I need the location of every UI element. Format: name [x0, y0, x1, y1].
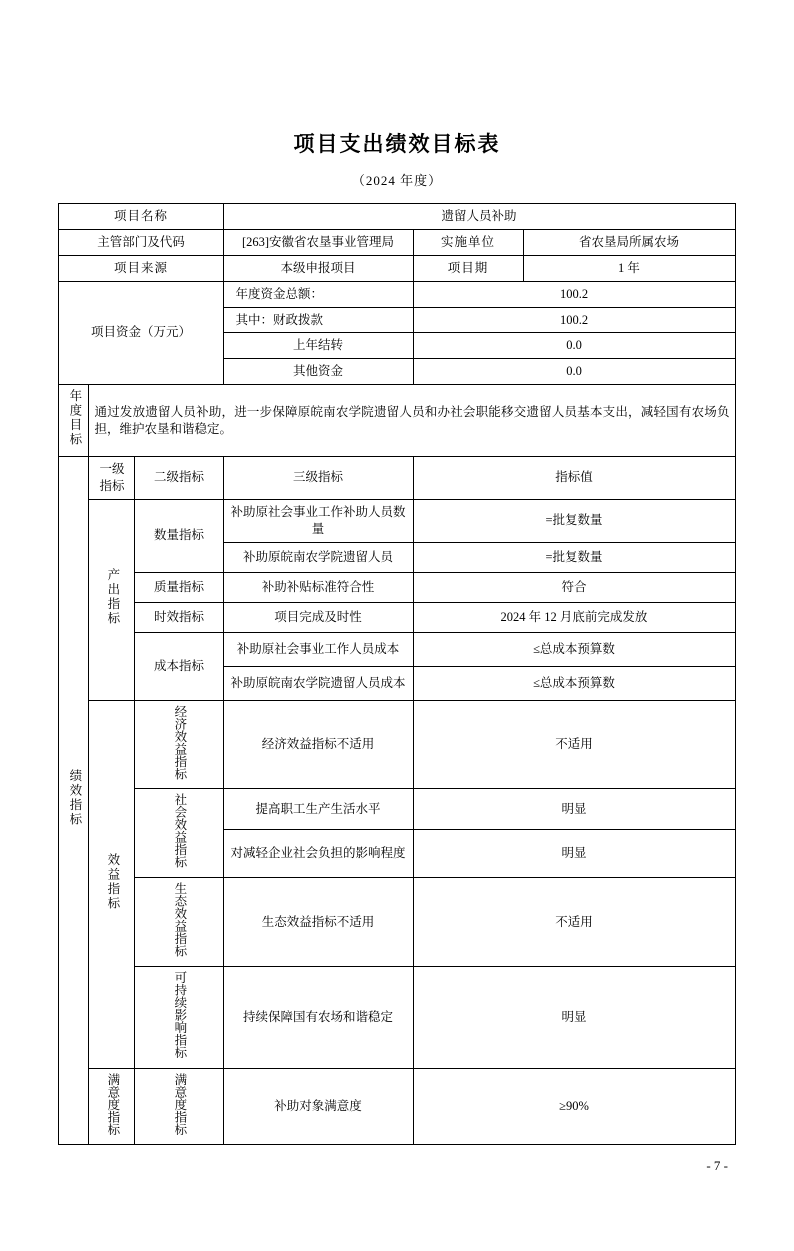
table-row-indicator-header	[59, 457, 735, 500]
level2-economic: 经济效益指标	[135, 700, 223, 789]
annual-goal-label: 年度目标	[59, 385, 89, 457]
project-name-label: 项目名称	[59, 204, 223, 230]
level2-cost: 成本指标	[135, 632, 223, 700]
indicator-value: 明显	[413, 829, 735, 878]
annual-goal-text: 通过发放遗留人员补助，进一步保障原皖南农学院遗留人员和办社会职能移交遗留人员基本支出，减轻国有农场负担，维护农垦和谐稳定。	[89, 385, 735, 457]
page-title: 项目支出绩效目标表	[293, 133, 501, 156]
level3-indicator: 补助原社会事业工作补助人员数量	[223, 499, 413, 542]
indicator-value: =批复数量	[413, 499, 735, 542]
indicator-value: ≥90%	[413, 1068, 735, 1144]
implement-unit-label: 实施单位	[413, 229, 523, 255]
indicator-value: 2024 年 12 月底前完成发放	[413, 602, 735, 632]
implement-unit-value: 省农垦局所属农场	[523, 229, 735, 255]
table-row-department	[59, 229, 735, 255]
indicator-value: ≤总成本预算数	[413, 666, 735, 700]
level2-quality: 质量指标	[135, 572, 223, 602]
funds-row-value-0: 100.2	[413, 281, 735, 307]
col-header-value: 指标值	[413, 457, 735, 500]
performance-target-table	[58, 203, 735, 1145]
level3-indicator: 提高职工生产生活水平	[223, 789, 413, 829]
col-header-level1: 一级指标	[89, 457, 135, 500]
funds-row-value-3: 0.0	[413, 359, 735, 385]
col-header-level3: 三级指标	[223, 457, 413, 500]
table-row-indicator	[59, 967, 735, 1068]
level3-indicator: 经济效益指标不适用	[223, 700, 413, 789]
level3-indicator: 对减轻企业社会负担的影响程度	[223, 829, 413, 878]
department-value: [263]安徽省农垦事业管理局	[223, 229, 413, 255]
level3-indicator: 补助原皖南农学院遗留人员	[223, 542, 413, 572]
level1-satisfaction: 满意度指标	[89, 1068, 135, 1144]
level2-satisfaction: 满意度指标	[135, 1068, 223, 1144]
table-row-project-name	[59, 204, 735, 230]
funds-row-label-2: 上年结转	[223, 333, 413, 359]
table-row-funds-total	[59, 281, 735, 307]
funds-row-value-1: 100.2	[413, 307, 735, 333]
department-label: 主管部门及代码	[59, 229, 223, 255]
funds-row-label-1: 其中：财政拨款	[223, 307, 413, 333]
indicator-value: 明显	[413, 789, 735, 829]
period-value: 1 年	[523, 255, 735, 281]
table-row-annual-goal	[59, 385, 735, 457]
funds-row-label-0: 年度资金总额：	[223, 281, 413, 307]
level3-indicator: 补助对象满意度	[223, 1068, 413, 1144]
level1-benefit: 效益指标	[89, 700, 135, 1068]
level2-quantity: 数量指标	[135, 499, 223, 572]
level2-ecological: 生态效益指标	[135, 878, 223, 967]
level1-output: 产出指标	[89, 499, 135, 700]
level3-indicator: 生态效益指标不适用	[223, 878, 413, 967]
table-row-indicator	[59, 789, 735, 829]
level3-indicator: 补助原皖南农学院遗留人员成本	[223, 666, 413, 700]
table-row-indicator	[59, 572, 735, 602]
level3-indicator: 补助补贴标准符合性	[223, 572, 413, 602]
indicator-value: =批复数量	[413, 542, 735, 572]
funds-row-label-3: 其他资金	[223, 359, 413, 385]
indicator-value: ≤总成本预算数	[413, 632, 735, 666]
table-row-indicator	[59, 878, 735, 967]
table-row-indicator	[59, 700, 735, 789]
period-label: 项目期	[413, 255, 523, 281]
source-value: 本级申报项目	[223, 255, 413, 281]
level2-social: 社会效益指标	[135, 789, 223, 878]
level3-indicator: 持续保障国有农场和谐稳定	[223, 967, 413, 1068]
page-subtitle: （2024 年度）	[351, 173, 443, 188]
level2-sustainable: 可持续影响指标	[135, 967, 223, 1068]
source-label: 项目来源	[59, 255, 223, 281]
level3-indicator: 项目完成及时性	[223, 602, 413, 632]
table-row-indicator	[59, 632, 735, 666]
col-header-level2: 二级指标	[135, 457, 223, 500]
indicator-value: 不适用	[413, 878, 735, 967]
table-row-indicator	[59, 499, 735, 542]
level2-timeliness: 时效指标	[135, 602, 223, 632]
table-row-indicator	[59, 602, 735, 632]
project-name-value: 遗留人员补助	[223, 204, 735, 230]
performance-label: 绩效指标	[59, 457, 89, 1145]
table-row-source	[59, 255, 735, 281]
indicator-value: 符合	[413, 572, 735, 602]
indicator-value: 明显	[413, 967, 735, 1068]
indicator-value: 不适用	[413, 700, 735, 789]
level3-indicator: 补助原社会事业工作人员成本	[223, 632, 413, 666]
funds-row-value-2: 0.0	[413, 333, 735, 359]
document-page	[0, 128, 794, 1251]
page-number: - 7 -	[706, 1158, 728, 1173]
funds-label: 项目资金（万元）	[59, 281, 223, 385]
table-row-indicator	[59, 1068, 735, 1144]
